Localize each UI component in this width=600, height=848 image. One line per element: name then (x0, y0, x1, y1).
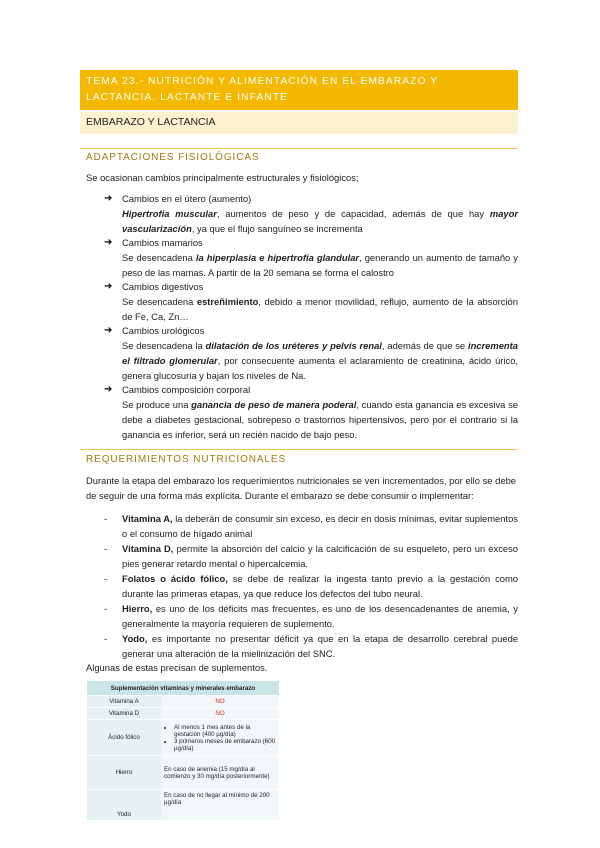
item-description (122, 397, 518, 442)
row-value (161, 696, 279, 708)
dash-bullet: - (104, 633, 108, 644)
emphasis-text: incrementa el filtrado glomerular (122, 340, 518, 366)
body-text: Se desencadena la (122, 340, 206, 351)
body-text: , además de que se (381, 340, 468, 351)
heading-adaptaciones: ADAPTACIONES FISIOLÓGICAS (86, 152, 260, 163)
section-title: EMBARAZO Y LACTANCIA (80, 112, 518, 134)
body-text: , generando un aumento de tamaño y peso de las mamas. A partir de la 20 semana se forma el calostro (122, 252, 518, 278)
row-value (161, 720, 279, 756)
body-text: , debido a menor movilidad, reflujo, aumento de la absorción de Fe, Ca, Zn… (122, 296, 518, 322)
list-item (104, 601, 518, 631)
chapter-title: TEMA 23.- NUTRICIÓN Y ALIMENTACIÓN EN EL EMBARAZO Y LACTANCIA. LACTANTE E INFANTE (80, 70, 518, 110)
list-item (104, 236, 518, 280)
arrow-icon: ➔ (104, 281, 113, 292)
arrow-icon: ➔ (104, 193, 113, 204)
row-label: Vitamina A (87, 696, 161, 708)
item-description (122, 206, 518, 236)
item-label: Yodo, (122, 633, 148, 644)
adaptaciones-list (104, 192, 518, 442)
bullet-item: • Al menos 1 mes antes de la gestación (400 µg/día) (174, 724, 276, 738)
outro-text: Algunas de estas precisan de suplementos. (86, 662, 268, 673)
item-text: es importante no presentar déficit ya que en la etapa de desarrollo cerebral puede generar una alteración de la mielinización del SNC. (122, 633, 518, 659)
emphasis-text: la hiperplasia e hipertrofia glandular (195, 252, 360, 263)
table-row (87, 720, 279, 756)
emphasis-text: ganancia de peso de manera poderal (191, 399, 357, 410)
arrow-icon: ➔ (104, 325, 113, 336)
body-text: Se desencadena (122, 296, 197, 307)
item-description (122, 250, 518, 280)
dash-bullet: - (104, 543, 108, 554)
list-item (104, 571, 518, 601)
item-text: es uno de los déficits mas frecuentes, es uno de los desencadenantes de anemia, y generalmente la mayoría requieren de suplemento. (122, 603, 518, 629)
arrow-icon: ➔ (104, 384, 113, 395)
body-text: , aumentos de peso y de capacidad, además de que hay (216, 208, 490, 219)
body-text: , cuando esta ganancia es excesiva se debe a diabetes gestacional, sobrepeso o trastornos hipertensivos, pero por el contrario si la ganancia es inferior, será un recién nacido de bajo peso. (122, 399, 518, 440)
section-rule (80, 449, 518, 450)
list-item (104, 324, 518, 383)
item-label: Folatos o ácido fólico, (122, 573, 228, 584)
list-item (104, 631, 518, 661)
emphasis-text: mayor vascularización (122, 208, 518, 234)
requerimientos-list (104, 511, 518, 661)
table-row (87, 696, 279, 708)
list-item (104, 383, 518, 442)
row-label: Ácido fólico (87, 720, 161, 756)
intro-adaptaciones: Se ocasionan cambios principalmente estructurales y fisiológicos; (86, 172, 359, 183)
emphasis-text: dilatación de los uréteres y pelvis renal (205, 340, 382, 351)
emphasis-text: estreñimiento (196, 296, 259, 307)
row-label: Vitamina D (87, 708, 161, 720)
list-item (104, 192, 518, 236)
row-value: En caso de no llegar al mínimo de 200 µg/día (161, 790, 279, 820)
table-header: Suplementación vitaminas y minerales embarazo (87, 681, 279, 696)
item-text: permite la absorción del calcio y la calcificación de su esqueleto, pero un exceso pies generar retardo mental o hipercalcemia. (122, 543, 518, 569)
item-label: Hierro, (122, 603, 153, 614)
bullet-item: • 3 primeros meses de embarazo (600 µg/día) (174, 738, 276, 752)
supplement-table (87, 681, 279, 820)
no-value: NO (215, 698, 225, 705)
table-row (87, 790, 279, 820)
table-row (87, 756, 279, 790)
list-item (104, 541, 518, 571)
item-description (122, 294, 518, 324)
table-row (87, 708, 279, 720)
body-text: , ya que el flujo sanguíneo se incrementa (191, 223, 363, 234)
item-description (122, 338, 518, 383)
intro-requerimientos: Durante la etapa del embarazo los requerimientos nutricionales se ven incrementados, por ello se debe de seguir de una forma más explícita. Durante el embarazo se debe consumir o implementar: (86, 475, 516, 501)
table-header-row (87, 681, 279, 696)
body-text: Se produce una (122, 399, 192, 410)
body-text: , por consecuente aumenta el aclaramiento de creatinina, ácido úrico, genera glucosuria y bajan los niveles de Na. (122, 355, 519, 381)
list-item (104, 280, 518, 324)
row-value (161, 708, 279, 720)
row-label: Yodo (87, 790, 161, 820)
item-label: Vitamina A, (122, 513, 173, 524)
item-title: Cambios urológicos (122, 325, 205, 336)
item-label: Vitamina D, (122, 543, 174, 554)
item-title: Cambios digestivos (122, 281, 204, 292)
section-rule (80, 148, 518, 149)
dash-bullet: - (104, 603, 108, 614)
body-text: Se desencadena (122, 252, 196, 263)
row-label: Hierro (87, 756, 161, 790)
item-title: Cambios composición corporal (122, 384, 251, 395)
item-title: Cambios mamarios (122, 237, 203, 248)
heading-requerimientos: REQUERIMIENTOS NUTRICIONALES (86, 454, 287, 465)
emphasis-text: Hipertrofia muscular (122, 208, 217, 219)
row-value: En caso de anemia (15 mg/día al comienzo y 30 mg/día posteriormente) (161, 756, 279, 790)
dash-bullet: - (104, 513, 108, 524)
item-text: la deberán de consumir sin exceso, es decir en dosis mínimas, evitar suplementos o el consumo de hígado animal (122, 513, 518, 539)
dash-bullet: - (104, 573, 108, 584)
item-text: se debe de realizar la ingesta tanto previo a la gestación como durante las primeras etapas, ya que reduce los defectos del tubo neural. (122, 573, 518, 599)
list-item (104, 511, 518, 541)
item-title: Cambios en el útero (aumento) (122, 193, 252, 204)
bullet-list (164, 724, 276, 752)
no-value: NO (215, 710, 225, 717)
arrow-icon: ➔ (104, 237, 113, 248)
